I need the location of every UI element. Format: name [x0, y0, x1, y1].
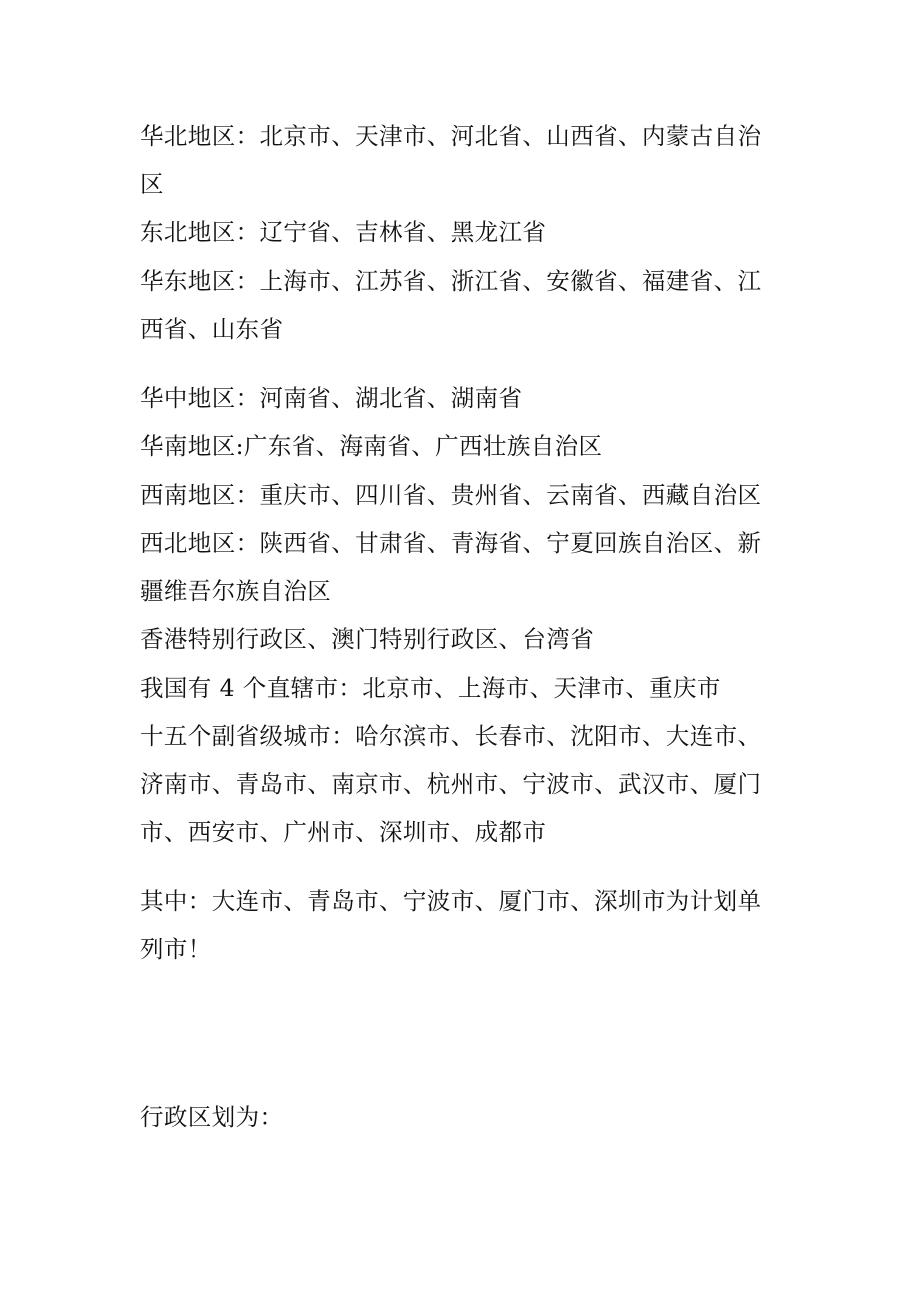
text-line-xibei: 西北地区：陕西省、甘肃省、青海省、宁夏回族自治区、新 [140, 529, 762, 557]
text-line-admin-division: 行政区划为： [140, 1103, 284, 1131]
text-line-xibei-cont: 疆维吾尔族自治区 [140, 577, 332, 605]
text-line-special-regions: 香港特别行政区、澳门特别行政区、台湾省 [140, 625, 595, 653]
text-line-huadong-cont: 西省、山东省 [140, 315, 284, 343]
text-line-subprovincial: 十五个副省级城市：哈尔滨市、长春市、沈阳市、大连市、 [140, 722, 762, 750]
text-line-municipalities: 我国有 4 个直辖市：北京市、上海市、天津市、重庆市 [140, 674, 721, 702]
text-line-planned-cities: 其中：大连市、青岛市、宁波市、厦门市、深圳市为计划单 [140, 887, 762, 915]
text-line-huabei-cont: 区 [140, 170, 164, 198]
text-line-huabei: 华北地区：北京市、天津市、河北省、山西省、内蒙古自治 [140, 122, 762, 150]
text-line-huadong: 华东地区：上海市、江苏省、浙江省、安徽省、福建省、江 [140, 267, 762, 295]
text-line-huanan: 华南地区:广东省、海南省、广西壮族自治区 [140, 432, 603, 460]
text-line-planned-cities-cont: 列市！ [140, 935, 212, 963]
text-line-subprovincial-cont-2: 市、西安市、广州市、深圳市、成都市 [140, 818, 547, 846]
text-line-xinan: 西南地区：重庆市、四川省、贵州省、云南省、西藏自治区 [140, 481, 762, 509]
text-line-dongbei: 东北地区：辽宁省、吉林省、黑龙江省 [140, 218, 547, 246]
text-line-huazhong: 华中地区：河南省、湖北省、湖南省 [140, 384, 523, 412]
text-line-subprovincial-cont-1: 济南市、青岛市、南京市、杭州市、宁波市、武汉市、厦门 [140, 770, 762, 798]
